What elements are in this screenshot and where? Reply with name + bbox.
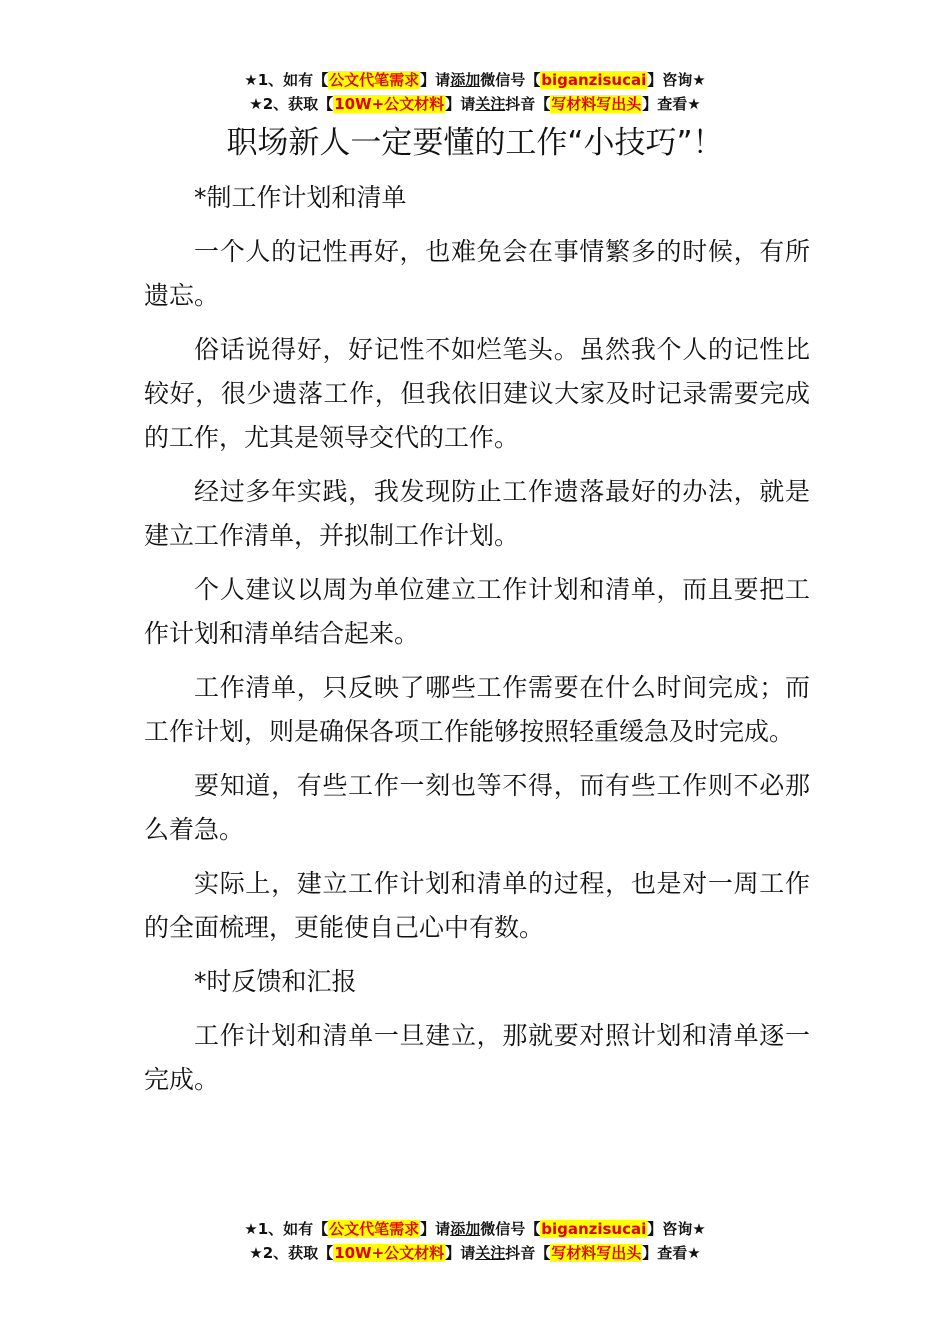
service-highlight: 公文代笔需求	[329, 71, 420, 89]
section-heading: *制工作计划和清单	[194, 183, 407, 212]
paragraph: 个人建议以周为单位建立工作计划和清单，而且要把工作计划和清单结合起来。	[144, 575, 810, 648]
section-heading: *时反馈和汇报	[194, 967, 357, 996]
footer-banner	[0, 1217, 950, 1265]
paragraph: 工作清单，只反映了哪些工作需要在什么时间完成；而工作计划，则是确保各项工作能够按照轻重缓急及时完成。	[144, 673, 810, 746]
paragraph: 实际上，建立工作计划和清单的过程，也是对一周工作的全面梳理，更能使自己心中有数。	[144, 869, 810, 942]
document-body	[144, 176, 810, 1112]
paragraph: 要知道，有些工作一刻也等不得，而有些工作则不必那么着急。	[144, 771, 810, 844]
wechat-id-highlight: biganzisucai	[541, 1220, 647, 1238]
header-line-1: ★1、如有【公文代笔需求】请添加微信号【biganzisucai】咨询★	[244, 71, 706, 89]
wechat-id-highlight: biganzisucai	[541, 71, 647, 89]
douyin-account-highlight: 写材料写出头	[551, 95, 642, 113]
service-highlight: 公文代笔需求	[329, 1220, 420, 1238]
paragraph: 俗话说得好，好记性不如烂笔头。虽然我个人的记性比较好，很少遗落工作，但我依旧建议大家及时记录需要完成的工作，尤其是领导交代的工作。	[144, 335, 810, 452]
footer-line-2: ★2、获取【10W+公文材料】请关注抖音【写材料写出头】查看★	[249, 1244, 701, 1262]
header-line-2: ★2、获取【10W+公文材料】请关注抖音【写材料写出头】查看★	[249, 95, 701, 113]
paragraph: 工作计划和清单一旦建立，那就要对照计划和清单逐一完成。	[144, 1021, 810, 1094]
douyin-account-highlight: 写材料写出头	[551, 1244, 642, 1262]
materials-highlight: 10W+公文材料	[334, 95, 445, 113]
paragraph: 一个人的记性再好，也难免会在事情繁多的时候，有所遗忘。	[144, 237, 810, 310]
materials-highlight: 10W+公文材料	[334, 1244, 445, 1262]
footer-line-1: ★1、如有【公文代笔需求】请添加微信号【biganzisucai】咨询★	[244, 1220, 706, 1238]
paragraph: 经过多年实践，我发现防止工作遗落最好的办法，就是建立工作清单，并拟制工作计划。	[144, 477, 810, 550]
header-banner	[0, 68, 950, 116]
document-title: 职场新人一定要懂的工作“小技巧”！	[226, 125, 724, 161]
